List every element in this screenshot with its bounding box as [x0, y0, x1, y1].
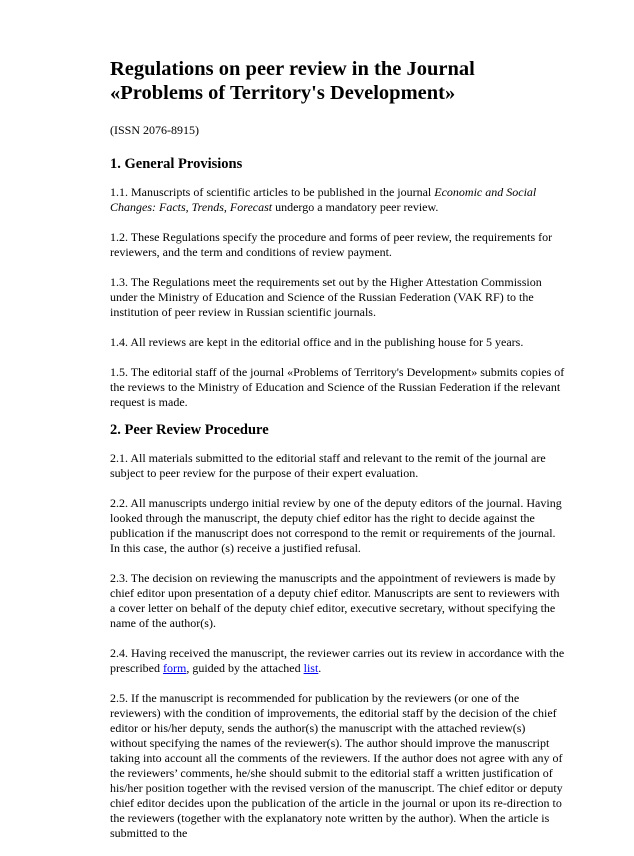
paragraph-1-1 [110, 185, 565, 215]
paragraph-1-2: 1.2. These Regulations specify the procedure and forms of peer review, the requirements for reviewers, and the term and conditions of review payment. [110, 230, 553, 259]
paragraph-2-3: 2.3. The decision on reviewing the manuscripts and the appointment of reviewers is made by chief editor upon presentation of a deputy chief editor. Manuscripts are sent to reviewers with a cover letter on behalf of the deputy chief editor, executive secretary, without specifying the name of the author(s). [110, 571, 560, 630]
paragraph-2-4-text: 2.4. Having received the manuscript, the reviewer carries out its review in accordance with the prescribed [110, 646, 565, 675]
review-form-link[interactable]: form [162, 661, 187, 675]
review-list-link[interactable]: list [303, 661, 319, 675]
paragraph-1-4: 1.4. All reviews are kept in the editorial office and in the publishing house for 5 years. [110, 335, 524, 349]
journal-name: Economic and Social Changes: Facts, Trends, Forecast [110, 185, 537, 214]
paragraph-2-5: 2.5. If the manuscript is recommended for publication by the reviewers (or one of the reviewers) with the condition of improvements, the editorial staff by the decision of the chief editor or his/her deputy, sends the author(s) the manuscript with the attached review(s) without specifying the names of the reviewer(s). The author should improve the manuscript taking into account all the comments of the reviewers. If the author does not agree with any of the reviewers’ comments, he/she should submit to the editorial staff a written justification of his/her position together with the revised version of the manuscript. The chief editor or deputy chief editor decides upon the publication of the article in the journal or upon its re-direction to the reviewers (together with the explanatory note written by the author). When the article is submitted to the [110, 691, 563, 840]
document-body [110, 57, 565, 856]
paragraph-2-4-tail: . [318, 661, 322, 675]
section-heading-peer-review-procedure: 2. Peer Review Procedure [110, 422, 269, 438]
section-heading-general-provisions: 1. General Provisions [110, 156, 243, 172]
paragraph-1-3: 1.3. The Regulations meet the requirements set out by the Higher Attestation Commission under the Ministry of Education and Science of the Russian Federation (VAK RF) to the institution of peer review in Russian scientific journals. [110, 275, 542, 319]
paragraph-2-2: 2.2. All manuscripts undergo initial review by one of the deputy editors of the journal. Having looked through the manuscript, the deputy chief editor has the right to decide against the publication if the manuscript does not correspond to the remit or requirements of the journal. In this case, the author (s) receive a justified refusal. [110, 496, 562, 555]
paragraph-1-1-tail: undergo a mandatory peer review. [272, 200, 439, 214]
paragraph-1-1-text: 1.1. Manuscripts of scientific articles to be published in the journal [110, 185, 435, 199]
paragraph-2-4 [110, 646, 565, 676]
paragraph-2-1: 2.1. All materials submitted to the editorial staff and relevant to the remit of the journal are subject to peer review for the purpose of their expert evaluation. [110, 451, 546, 480]
issn-number: (ISSN 2076-8915) [110, 123, 199, 137]
paragraph-1-5: 1.5. The editorial staff of the journal «Problems of Territory's Development» submits copies of the reviews to the Ministry of Education and Science of the Russian Federation if the relevant request is made. [110, 365, 565, 409]
paragraph-2-4-middle: , guided by the attached [186, 661, 304, 675]
page-title: Regulations on peer review in the Journal «Problems of Territory's Development» [110, 58, 475, 104]
